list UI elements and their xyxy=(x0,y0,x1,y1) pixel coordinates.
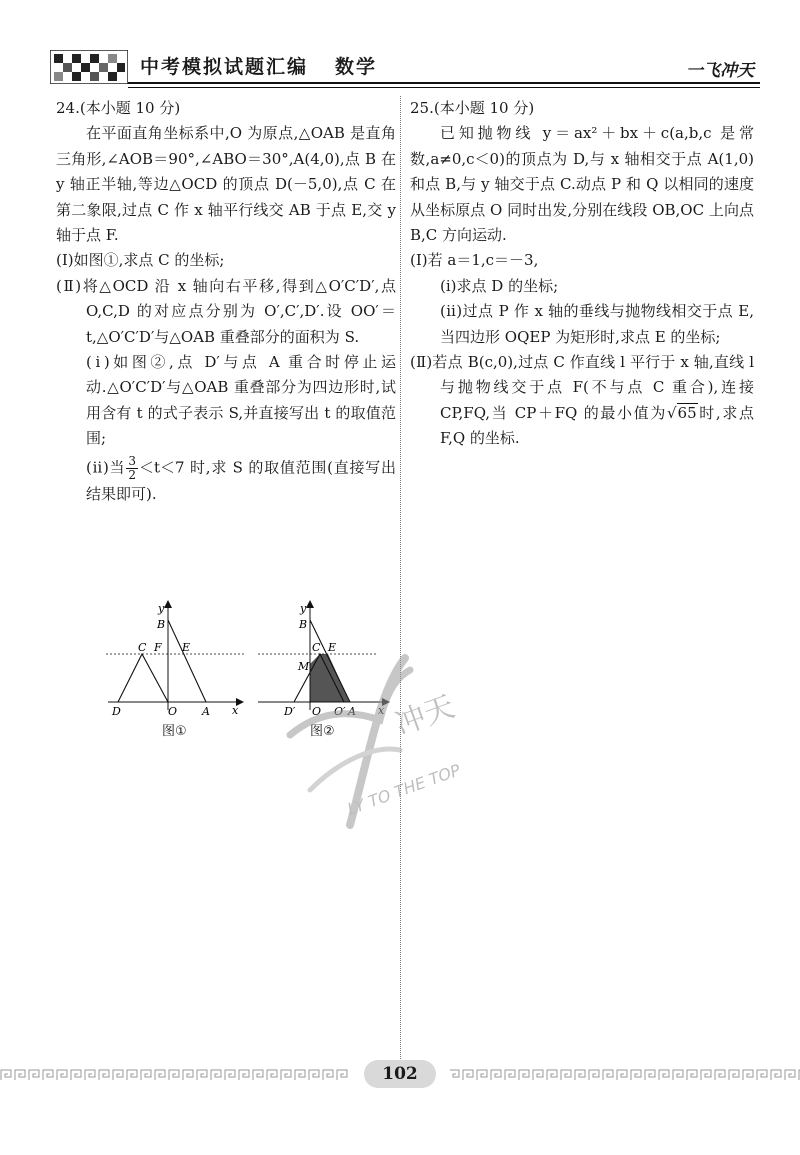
figure-1-diagram xyxy=(100,598,250,738)
label-d-prime: D′ xyxy=(284,705,296,718)
label-x: x xyxy=(232,704,239,717)
label-c: C xyxy=(312,641,321,654)
part-text: (Ⅱ)若点 B(c,0),过点 C 作直线 l 平行于 x 轴,直线 l 与抛物线交于点 F(不与点 C 重合),连接 CP,FQ,当 CP＋FQ 的最小值为 xyxy=(410,353,754,422)
fraction-numerator: 3 xyxy=(128,453,136,468)
label-e: E xyxy=(328,641,337,654)
question-part-1: (Ⅰ)若 a＝1,c＝－3, xyxy=(410,251,539,270)
label-m: M xyxy=(298,660,310,673)
question-part-2-i: (ⅰ)如图②,点 D′与点 A 重合时停止运动.△O′C′D′与△OAB 重叠部分为四边形时,试用含有 t 的式子表示 S,并直接写出 t 的取值范围; xyxy=(86,353,396,448)
header-rule xyxy=(128,82,760,84)
label-e: E xyxy=(182,641,191,654)
triangle-ocd xyxy=(118,654,168,702)
question-24 xyxy=(56,96,396,507)
part-text: (ⅱ)当 xyxy=(86,458,126,477)
fraction-denominator: 2 xyxy=(128,467,136,482)
page-header xyxy=(40,44,760,94)
question-part-1-i: (ⅰ)求点 D 的坐标; xyxy=(440,276,559,295)
label-o: O xyxy=(168,705,178,718)
label-o-prime: O′ xyxy=(334,705,346,718)
checker-logo-icon xyxy=(50,50,128,84)
label-b: B xyxy=(299,618,308,631)
sqrt-radicand: 65 xyxy=(677,403,697,422)
subject-title: 数学 xyxy=(335,56,378,78)
watermark-slogan: LY TO THE TOP xyxy=(344,760,463,819)
part-text: 时,求点 F,Q 的坐标. xyxy=(440,403,754,448)
question-stem: 已知抛物线 y＝ax²＋bx＋c(a,b,c 是常数,a≠0,c＜0)的顶点为 D,与 x 轴相交于点 A(1,0)和点 B,与 y 轴交于点 C.动点 P 和 Q 以相同的速度从坐标原点 O 同时出发,分别在线段 OB,OC 上向点 B,C 方向运动. xyxy=(410,124,754,245)
column-divider xyxy=(400,96,401,1071)
figure-2-caption: 图② xyxy=(310,724,335,739)
question-part-2: (Ⅱ)若点 B(c,0),过点 C 作直线 l 平行于 x 轴,直线 l 与抛物线交于点 F(不与点 C 重合),连接 CP,FQ,当 CP＋FQ 的最小值为√65时,求点 F,Q 的坐标. xyxy=(410,353,754,448)
label-y: y xyxy=(300,602,307,615)
label-o: O xyxy=(312,705,322,718)
label-f: F xyxy=(154,641,162,654)
question-number: 24.(本小题 10 分) xyxy=(56,99,181,117)
segment-ab xyxy=(168,620,206,702)
label-a: A xyxy=(202,705,210,718)
watermark-logo-icon xyxy=(280,640,530,840)
watermark-text: 冲天 xyxy=(390,689,460,743)
question-part-2: (Ⅱ)将△OCD 沿 x 轴向右平移,得到△O′C′D′,点 O,C,D 的对应点分别为 O′,C′,D′.设 OO′＝t,△O′C′D′与△OAB 重叠部分的面积为 S. xyxy=(56,276,396,346)
label-y: y xyxy=(158,602,165,615)
question-25 xyxy=(410,96,754,452)
label-x: x xyxy=(378,704,385,717)
figure-1 xyxy=(100,598,250,744)
label-d: D xyxy=(112,705,121,718)
page-number: 102 xyxy=(364,1060,436,1088)
brand-logo: 一飞冲天 xyxy=(686,61,754,81)
figure-1-caption: 图① xyxy=(162,724,187,739)
label-b: B xyxy=(157,618,166,631)
question-stem: 在平面直角坐标系中,O 为原点,△OAB 是直角三角形,∠AOB＝90°,∠ABO＝30°,A(4,0),点 B 在 y 轴正半轴,等边△OCD 的顶点 D(－5,0),点 C 在第二象限,过点 C 作 x 轴平行线交 AB 于点 E,交 y 轴于点 F. xyxy=(56,124,396,245)
part-text: ＜t＜7 时,求 S 的取值范围(直接写出结果即可). xyxy=(86,458,396,503)
label-a: A xyxy=(348,705,356,718)
header-rule-thin xyxy=(128,87,760,88)
fraction xyxy=(126,455,138,482)
series-title: 中考模拟试题汇编 xyxy=(140,56,309,78)
question-part-1-ii: (ⅱ)过点 P 作 x 轴的垂线与抛物线相交于点 E,当四边形 OQEP 为矩形时,求点 E 的坐标; xyxy=(440,302,754,346)
question-part-2-ii xyxy=(56,455,396,507)
question-part-1: (Ⅰ)如图①,求点 C 的坐标; xyxy=(56,251,225,270)
label-c: C xyxy=(138,641,147,654)
question-number: 25.(本小题 10 分) xyxy=(410,99,535,117)
